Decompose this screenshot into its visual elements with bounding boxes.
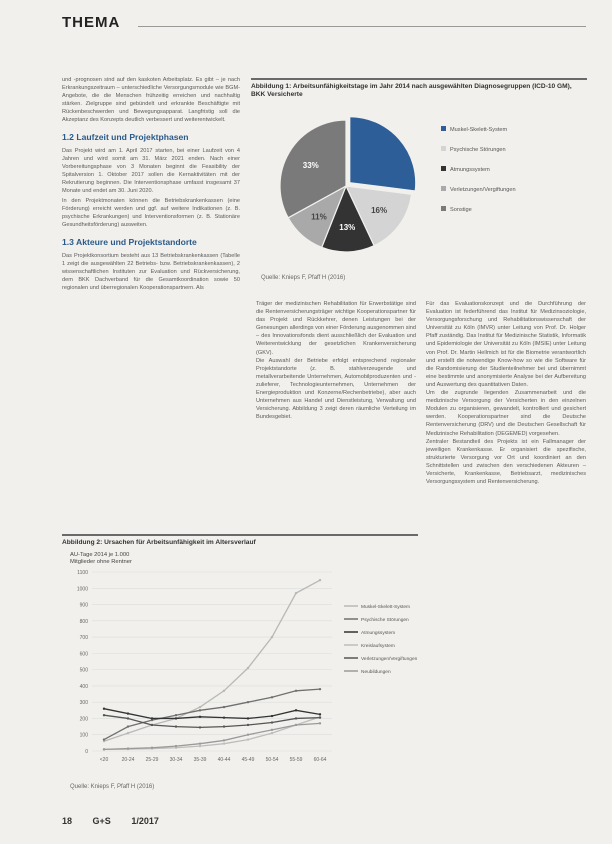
- series-5-point-7: [271, 729, 273, 731]
- heading-laufzeit: 1.2 Laufzeit und Projektphasen: [62, 131, 189, 142]
- line-chart: [62, 566, 418, 781]
- legend-label-1: Psychische Störungen: [450, 147, 506, 153]
- col1-paragraph-3: Das Projektkonsortium besteht aus 13 Betriebskrankenkassen (Tabelle 1 zeigt die ausgewählten 22 Betriebs- bzw. Betriebskrankenkassen), 2 wissenschaftlichen Instituten zur Evaluation und Rückversicherung, dem BKK Dachverband für die Gesamtkoordination sowie 50 regionalen und überregionalen Kooperationspartnern. Als: [62, 252, 240, 291]
- series-2-point-3: [175, 717, 177, 719]
- ylabel-line-1: AU-Tage 2014 je 1.000: [70, 552, 130, 559]
- y-tick-label-8: 300: [79, 700, 88, 707]
- heading-akteure: 1.3 Akteure und Projektstandorte: [62, 236, 197, 247]
- series-2-point-6: [247, 717, 249, 719]
- series-2-point-5: [223, 716, 225, 718]
- series-line-3: [104, 717, 320, 750]
- x-tick-label-3: 30-34: [169, 757, 183, 763]
- issue-number: 1/2017: [131, 816, 159, 826]
- pie-chart: [251, 106, 587, 276]
- series-5-point-8: [295, 724, 297, 726]
- series-2-point-4: [199, 716, 201, 718]
- pie-label-3: 11%: [311, 212, 327, 222]
- series-4-point-9: [319, 716, 321, 718]
- series-3-point-6: [247, 738, 249, 740]
- series-4-point-7: [271, 721, 273, 723]
- series-5-point-5: [223, 739, 225, 741]
- series-legend-1: Psychische Störungen: [361, 618, 409, 623]
- series-5-point-0: [103, 748, 105, 750]
- y-tick-label-0: 1100: [77, 570, 88, 576]
- y-tick-label-10: 100: [79, 732, 88, 739]
- series-0-point-4: [199, 706, 201, 708]
- series-2-point-2: [151, 717, 153, 719]
- legend-swatch-4: [441, 206, 446, 211]
- section-title: THEMA: [62, 14, 121, 31]
- series-1-point-8: [295, 690, 297, 692]
- x-tick-label-1: 20-24: [121, 757, 135, 763]
- series-legend-5: Neubildungen: [361, 670, 391, 675]
- series-1-point-7: [271, 696, 273, 698]
- x-tick-label-0: <20: [99, 757, 109, 763]
- series-3-point-5: [223, 742, 225, 744]
- pie-label-2: 13%: [339, 222, 356, 232]
- series-1-point-9: [319, 688, 321, 690]
- series-1-point-4: [199, 709, 201, 711]
- series-4-point-1: [127, 717, 129, 719]
- col1-intro: und -prognosen sind auf den kaskoten Arbeitsplatz. Es gibt – je nach Erkrankungszeitraum – unterschiedliche Versorgungsmodule wie BGM-Angebote, die die Menschen frühzeitig erreichen und nachhaltig stärken. Zielgruppe sind gebündelt und erkrankte Beschäftigte mit Rückenbeschwerden und Bewegungsapparat. Langfristig soll die Akzeptanz des Konzepts deutlich verbessert und weiterentwickelt.: [62, 77, 240, 124]
- series-2-point-0: [103, 707, 105, 709]
- series-0-point-5: [223, 690, 225, 692]
- column-1: [62, 76, 240, 294]
- y-tick-label-7: 400: [79, 683, 88, 690]
- x-tick-label-6: 45-49: [241, 757, 255, 763]
- series-0-point-9: [319, 579, 321, 581]
- legend-label-4: Sonstige: [450, 207, 472, 213]
- x-tick-label-8: 55-59: [289, 757, 303, 763]
- title-rule: [138, 26, 586, 27]
- series-0-point-6: [247, 667, 249, 669]
- x-tick-label-7: 50-54: [265, 757, 279, 763]
- series-4-point-2: [151, 724, 153, 726]
- legend-swatch-3: [441, 186, 446, 191]
- series-legend-3: Kreislaufsystem: [361, 644, 395, 649]
- y-tick-label-2: 900: [79, 602, 88, 609]
- figure-1-source: Quelle: Knieps F, Pfaff H (2016): [261, 275, 346, 281]
- series-5-point-2: [151, 747, 153, 749]
- series-2-point-8: [295, 709, 297, 711]
- series-1-point-6: [247, 701, 249, 703]
- series-4-point-0: [103, 714, 105, 716]
- series-0-point-1: [127, 732, 129, 734]
- series-legend-0: Muskel-Skelett-System: [361, 605, 411, 610]
- series-2-point-9: [319, 713, 321, 715]
- series-5-point-4: [199, 742, 201, 744]
- pie-label-4: 33%: [302, 161, 319, 171]
- y-tick-label-3: 800: [79, 618, 88, 625]
- page-footer: [62, 816, 177, 826]
- col1-paragraph-2: In den Projektmonaten können die Betriebskrankenkassen (eine Förderung) erreicht werden und ggf. auf weitere Indikationen (z. B. psychische Erkrankungen) und Interventionsformen (z. B. Stationäre Gesundheitsförderung) ausweiten.: [62, 198, 240, 229]
- series-0-point-8: [295, 592, 297, 594]
- pie-label-1: 16%: [371, 206, 388, 216]
- series-4-point-8: [295, 717, 297, 719]
- figure-2-source: Quelle: Knieps F, Pfaff H (2016): [70, 784, 155, 790]
- series-1-point-5: [223, 706, 225, 708]
- series-4-point-6: [247, 724, 249, 726]
- y-tick-label-1: 1000: [76, 586, 88, 593]
- pie-slice-0: [350, 117, 416, 191]
- x-tick-label-5: 40-44: [217, 757, 231, 763]
- series-2-point-1: [127, 712, 129, 714]
- legend-swatch-1: [441, 146, 446, 151]
- y-tick-label-9: 200: [79, 716, 88, 723]
- series-3-point-7: [271, 732, 273, 734]
- figure-2-title: Abbildung 2: Ursachen für Arbeitsunfähigkeit im Altersverlauf: [62, 539, 256, 546]
- series-5-point-3: [175, 745, 177, 747]
- series-4-point-5: [223, 725, 225, 727]
- y-tick-label-6: 500: [79, 667, 88, 674]
- series-legend-2: Atmungssystem: [361, 631, 396, 636]
- y-tick-label-11: 0: [85, 749, 88, 755]
- x-tick-label-2: 25-29: [145, 757, 159, 763]
- series-5-point-9: [319, 722, 321, 724]
- series-4-point-4: [199, 726, 201, 728]
- series-2-point-7: [271, 715, 273, 717]
- ylabel-line-2: Mitglieder ohne Rentner: [70, 559, 132, 566]
- legend-label-3: Verletzungen/Vergiftungen: [450, 187, 516, 193]
- series-1-point-1: [127, 725, 129, 727]
- legend-label-2: Atmungssystem: [450, 167, 490, 173]
- legend-label-0: Muskel-Skelett-System: [450, 127, 508, 133]
- column-3: Für das Evaluationskonzept und die Durchführung der Evaluation ist federführend das Institut für Medizinsoziologie, Versorgungsforschung und Rehabilitationswissenschaft der Universität zu Köln (IMVR) unter Leitung von Prof. Dr. Holger Pfaff zuständig. Das Institut für Medizinische Statistik, Informatik und Epidemiologie der Universität zu Köln (IMSIE) unter Leitung von Prof. Dr. Martin Hellmich ist für die Biometrie verantwortlich und erstellt die notwendige Know-how so wie die Software für die Randomisierung der Studienteilnehmer bei und übernimmt eine bestimmte und anonymisierte Analyse bei der Aufbereitung und Auswertung des quantitativen Daten. Um die zugrunde liegenden Zusammenarbeit und die medizinische Versorgung der Versicherten in den einzelnen Modulen zu organisieren, gewandelt, kontrolliert und gesichert werden. Kooperationspartner sind die Deutsche Rentenversicherung (DRV) und die Deutschen Gesellschaft für Medizinische Rehabilitation (DEGEMED) vorgesehen. Zentraler Bestandteil des Projekts ist ein Fallmanager der jeweiligen Krankenkasse. Er organisiert die spezifische, strukturierte Versorgung vor Ort und koordiniert an den Schnittstellen und zwischen den verschiedenen Akteuren – Versicherte, Krankenkasse, Betriebsarzt, medizinisches Versorgungssystem und Rentenversicherung.: [426, 301, 586, 486]
- y-tick-label-4: 700: [79, 635, 88, 642]
- figure-2: [62, 534, 418, 798]
- page-number: 18: [62, 816, 73, 826]
- series-1-point-3: [175, 714, 177, 716]
- figure-1-title: Abbildung 1: Arbeitsunfähigkeitstage im Jahr 2014 nach ausgewählten Diagnosegruppen (ICD-10 GM), BKK Versicherte: [251, 83, 572, 99]
- y-tick-label-5: 600: [79, 651, 88, 658]
- series-3-point-4: [199, 745, 201, 747]
- legend-swatch-0: [441, 126, 446, 131]
- series-line-1: [104, 689, 320, 739]
- series-line-2: [104, 709, 320, 719]
- series-4-point-3: [175, 725, 177, 727]
- x-tick-label-4: 35-39: [193, 757, 207, 763]
- figure-2-ylabel: [70, 552, 418, 566]
- series-1-point-0: [103, 738, 105, 740]
- col1-paragraph-1: Das Projekt wird am 1. April 2017 starten, bei einer Laufzeit von 4 Jahren und wird somit am 31. März 2021 enden. Nach einer Vorbereitungsphase von 3 Monaten beginnt die Feasibility der Spitalversion 1. Oktober 2017 sollen die Kernaktivitäten mit der Rekrutierung beginnen. Die Interventionsphase umfasst insgesamt 37 Monate und endet am 30. Juni 2020.: [62, 147, 240, 195]
- column-2: Träger der medizinischen Rehabilitation für Erwerbstätige sind die Rentenversicherungsträger wichtige Kooperationspartner für das Projekt und Rückkehrer, denen Leistungen bei der Genesungen allerdings von einer Förderung ausgenommen sind – des Innovationsfonds dient ausschließlich der Evaluation und Weiterentwicklung der gesetzlichen Krankenversicherung (GKV). Die Auswahl der Betriebe erfolgt entsprechend regionaler Projektstandorte (z. B. stahlverzeugende und metallverarbeitende Unternehmen, Automobilproduzenten und -zulieferer, Technologieunternehmen, Unternehmen der Energieproduktion und Konzerne/Rechenbetriebe), aber auch Unternehmen aus Handel und Dienstleistung, Verwaltung und Versicherung. Abbildung 3 zeigt deren räumliche Verteilung im Bundesgebiet.: [256, 301, 416, 421]
- figure-1: [251, 78, 587, 290]
- legend-swatch-2: [441, 166, 446, 171]
- series-5-point-6: [247, 734, 249, 736]
- series-legend-4: Verletzungen/Vergiftungen: [361, 657, 418, 662]
- series-0-point-7: [271, 636, 273, 638]
- magazine-name: G+S: [92, 816, 111, 826]
- x-tick-label-9: 60-64: [313, 757, 327, 763]
- series-5-point-1: [127, 747, 129, 749]
